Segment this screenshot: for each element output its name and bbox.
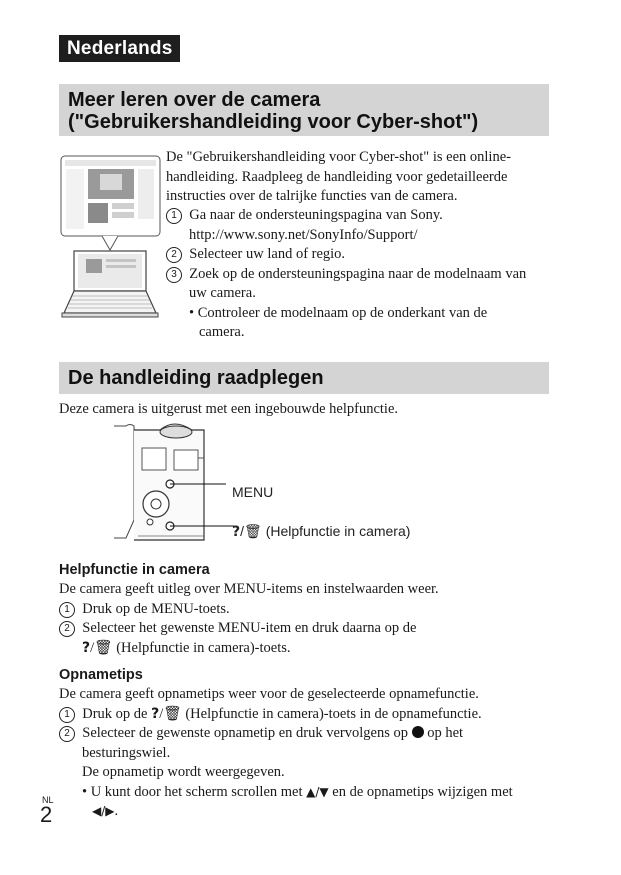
- bullet-note: • Controleer de modelnaam op de onderkant van de: [189, 304, 488, 321]
- left-right-arrows-icon: ◀/▶: [92, 804, 115, 818]
- section-header-learn-more: [59, 84, 549, 136]
- step-1: 1 Ga naar de ondersteuningspagina van Sony.: [166, 206, 526, 226]
- laptop-illustration: [60, 155, 162, 320]
- help-question-icon: ?: [151, 705, 160, 722]
- help-button-label: ?/🗑 (Helpfunctie in camera): [232, 523, 411, 540]
- help-heading: Helpfunctie in camera: [59, 562, 210, 578]
- section1-intro: De "Gebruikershandleiding voor Cyber-shot" is een online- handleiding. Raadpleeg de handleiding voor gedetailleerde instructies over de talrijke functies van de camera.: [166, 149, 511, 204]
- language-tag: Nederlands: [59, 35, 180, 62]
- page-number: 2: [40, 802, 53, 827]
- support-url[interactable]: http://www.sony.net/SonyInfo/Support/: [189, 226, 418, 243]
- help-question-icon: ?: [232, 524, 241, 540]
- section1-steps: 1 Ga naar de ondersteuningspagina van Sony. http://www.sony.net/SonyInfo/Support/ 2 Selecteer uw land of regio. 3 Zoek op de ondersteuningspagina naar de modelnaam van uw camera. • Controleer de modelnaam op de onderkant van de camera.: [166, 206, 526, 343]
- tips-block: De camera geeft opnametips weer voor de geselecteerde opnamefunctie. 1 Druk op de ?/🗑 (Helpfunctie in camera)-toets in de opnamefunctie. 2 Selecteer de gewenste opnametip en druk vervolgens op op het besturingswiel. De opnametip wordt weergegeven. • U kunt door het scherm scrollen met ▲/▼ en de opnametips wijzigen met ◀/▶.: [59, 686, 513, 819]
- num-1: 1: [59, 602, 75, 618]
- menu-label: MENU: [232, 484, 274, 500]
- step-2: 2 Selecteer uw land of regio.: [166, 245, 526, 265]
- section-header-manual: [59, 362, 549, 394]
- trash-icon: 🗑: [163, 705, 182, 722]
- num-2: 2: [59, 726, 75, 742]
- num-1: 1: [59, 707, 75, 723]
- language-code: NL: [42, 795, 54, 805]
- step-3: 3 Zoek op de ondersteuningspagina naar de modelnaam van: [166, 265, 526, 285]
- help-question-icon: ?: [82, 639, 91, 656]
- up-down-arrows-icon: ▲/▼: [306, 784, 329, 799]
- trash-icon: 🗑: [94, 639, 113, 656]
- section-title: De handleiding raadplegen: [68, 367, 324, 389]
- laptop-keyboard: [64, 291, 156, 313]
- help-block: De camera geeft uitleg over MENU-items en instelwaarden weer. 1 Druk op de MENU-toets. 2 Selecteer het gewenste MENU-item en druk daarna op de ?/🗑 (Helpfunctie in camera)-toets.: [59, 580, 439, 658]
- tips-heading: Opnametips: [59, 667, 143, 683]
- trash-icon: 🗑: [244, 524, 262, 540]
- center-button-icon: [412, 726, 424, 738]
- section-title: Meer leren over de camera ("Gebruikershandleiding voor Cyber-shot"): [68, 89, 479, 133]
- section2-intro: Deze camera is uitgerust met een ingebouwde helpfunctie.: [59, 401, 399, 417]
- num-2: 2: [59, 621, 75, 637]
